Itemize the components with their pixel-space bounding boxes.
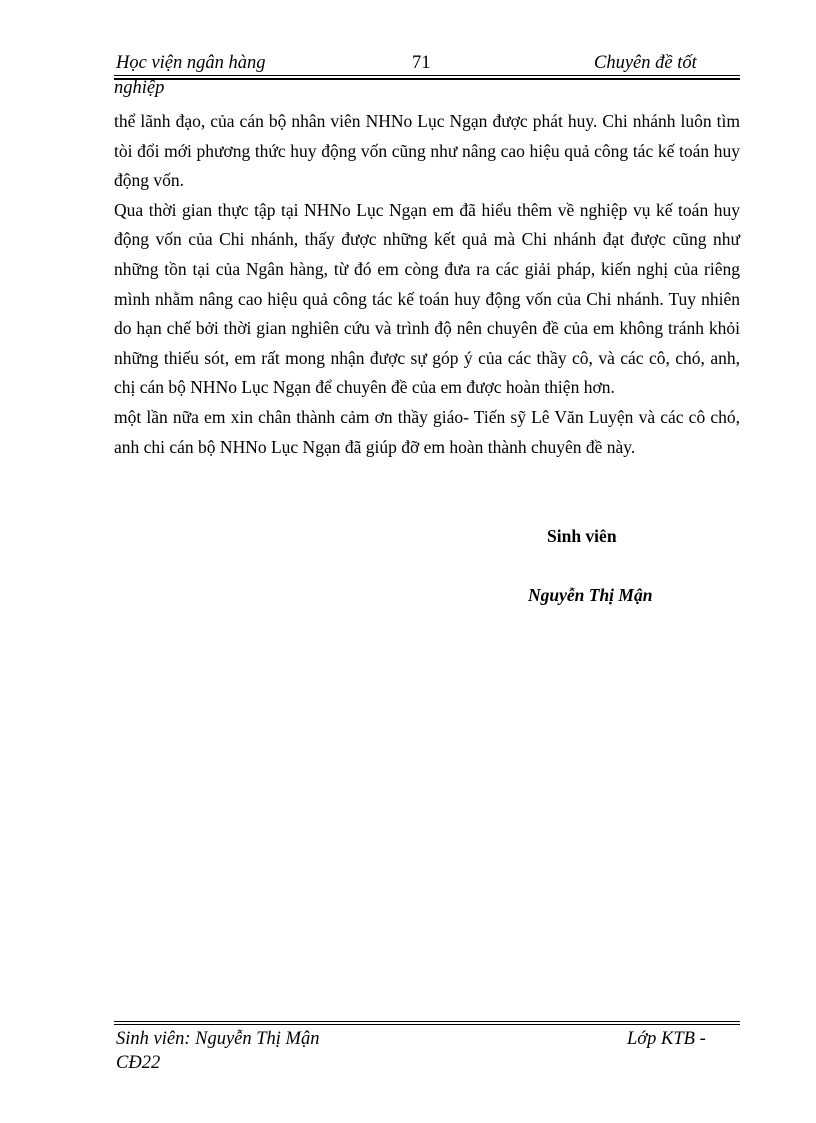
footer-rule-top bbox=[114, 1021, 740, 1022]
footer-class-wrap: CĐ22 bbox=[116, 1053, 161, 1073]
signature-title: Sinh viên bbox=[547, 526, 617, 546]
body-text bbox=[114, 107, 740, 462]
footer-class: Lớp KTB - bbox=[627, 1029, 706, 1049]
page-number: 71 bbox=[412, 53, 431, 73]
header-institution: Học viện ngân hàng bbox=[116, 53, 266, 73]
signature-name: Nguyễn Thị Mận bbox=[528, 585, 653, 605]
header-document-type: Chuyên đề tốt bbox=[594, 53, 697, 73]
paragraph: Qua thời gian thực tập tại NHNo Lục Ngạn em đã hiểu thêm về nghiệp vụ kế toán huy động vốn của Chi nhánh, thấy được những kết quả mà Chi nhánh đạt được cũng như những tồn tại của Ngân hàng, từ đó em còng đưa ra các giải pháp, kiến nghị của riêng mình nhằm nâng cao hiệu quả công tác kế toán huy động vốn của Chi nhánh. Tuy nhiên do hạn chế bởi thời gian nghiên cứu và trình độ nên chuyên đề của em không tránh khỏi những thiếu sót, em rất mong nhận được sự góp ý của các thầy cô, và các cô, chó, anh, chị cán bộ NHNo Lục Ngạn để chuyên đề của em được hoàn thiện hơn. bbox=[114, 199, 740, 398]
paragraph: thể lãnh đạo, của cán bộ nhân viên NHNo Lục Ngạn được phát huy. Chi nhánh luôn tìm tòi đổi mới phương thức huy động vốn cũng như nâng cao hiệu quả công tác kế toán huy động vốn. bbox=[114, 111, 740, 191]
footer-rule-bottom bbox=[114, 1024, 740, 1025]
header-rule-thick bbox=[114, 78, 740, 80]
paragraph: một lần nữa em xin chân thành cảm ơn thầy giáo- Tiến sỹ Lê Văn Luyện và các cô chó, anh chi cán bộ NHNo Lục Ngạn đã giúp đỡ em hoàn thành chuyên đề này. bbox=[114, 406, 740, 457]
page-header bbox=[114, 53, 740, 75]
footer-student: Sinh viên: Nguyễn Thị Mận bbox=[116, 1029, 320, 1049]
header-document-type-wrap: nghiệp bbox=[114, 78, 165, 98]
header-rule-thin bbox=[114, 75, 740, 76]
